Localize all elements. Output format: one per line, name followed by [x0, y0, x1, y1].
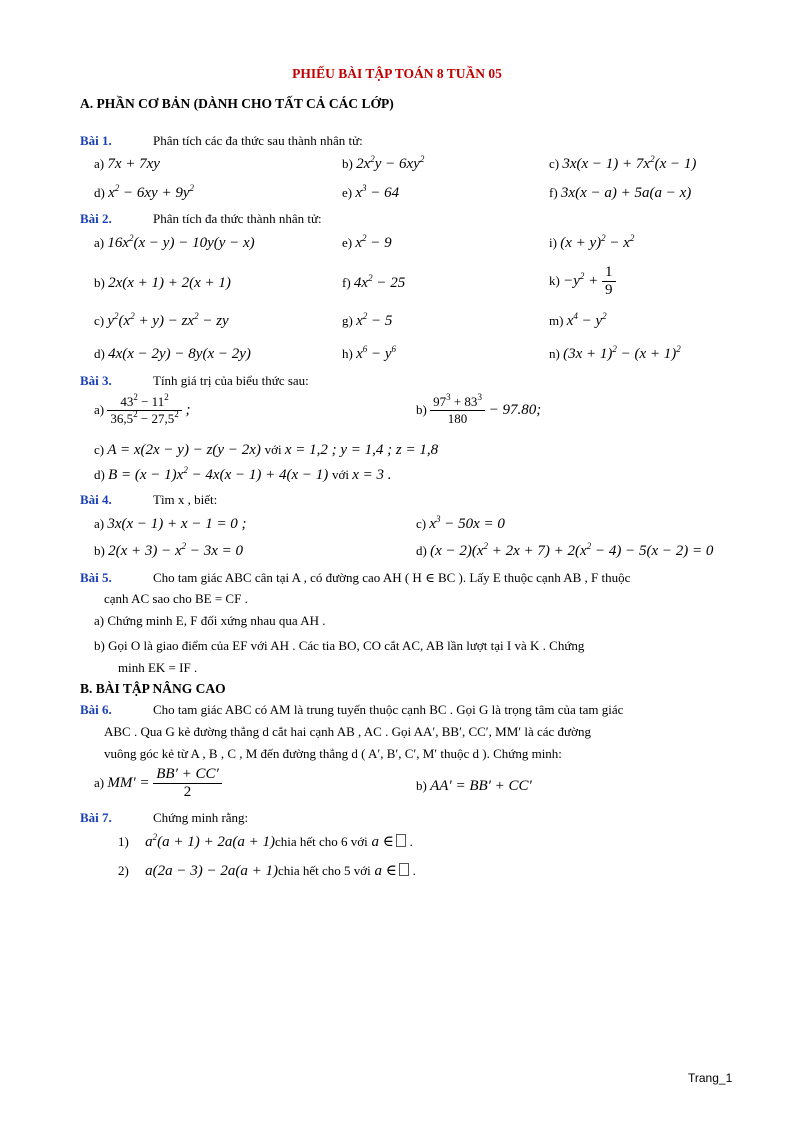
exercise-6-line-1: Cho tam giác ABC có AM là trung tuyến thuộc cạnh BC . Gọi G là trọng tâm của tam giác [153, 702, 624, 717]
ex7-item-1-text: chia hết cho 6 với [274, 834, 368, 849]
exercise-6-line-2: ABC . Qua G kẻ đường thẳng d cắt hai cạnh AB , AC . Gọi AA′, BB′, CC′, MM′ là các đường [104, 724, 591, 739]
exercise-4-prompt: Tìm x , biết: [153, 492, 218, 507]
exercise-7-label: Bài 7. [80, 810, 112, 825]
ex3-item-a: a) $\frac{43^2 - 11^2}{36,5^2 - 27,5^2}$ ; [94, 392, 191, 426]
ex2-item-m: m) $x^4 - y^2$ [549, 311, 607, 329]
ex2-item-d: d) 4x(x − 2y) − 8y(x − 2y) [94, 346, 251, 362]
exercise-5-line-2: cạnh AC sao cho BE = CF . [104, 591, 248, 606]
ex2-item-f: f) $4x^2 - 25$ [342, 273, 406, 291]
ex4-item-b: b) $2(x + 3) - x^2 - 3x = 0$ [94, 541, 244, 559]
ex2-item-a: a) $16x^2(x - y) - 10y(y - x)$ [94, 233, 255, 251]
ex6-item-a: a) MM′ = $\frac{BB' + CC'}{2}$ [94, 766, 222, 801]
page-title: PHIẾU BÀI TẬP TOÁN 8 TUẦN 05 [292, 66, 502, 81]
exercise-2-prompt: Phân tích đa thức thành nhân tử: [153, 211, 322, 226]
ex1-item-f: f) 3x(x − a) + 5a(a − x) [549, 185, 692, 201]
ex2-item-h: h) $x^6 - y^6$ [342, 344, 397, 362]
ex1-item-b: b) $2x^2y - 6xy^2$ [342, 154, 425, 172]
ex2-item-g: g) $x^2 - 5$ [342, 311, 393, 329]
ex7-item-2-text: chia hết cho 5 với [277, 863, 371, 878]
exercise-1-label: Bài 1. [80, 133, 112, 148]
section-b-heading: B. BÀI TẬP NÂNG CAO [80, 681, 226, 696]
ex4-item-d: d) $(x - 2)(x^2 + 2x + 7) + 2(x^2 - 4) - 5(x - 2) = 0$ [416, 541, 714, 559]
exercise-7-prompt: Chứng minh rằng: [153, 810, 249, 825]
ex2-item-e: e) $x^2 - 9$ [342, 233, 392, 251]
ex7-item-1: 1) $a^2(a + 1) + 2a(a$ + 1)chia hết cho 6 với a ∈ . [118, 832, 413, 850]
ex4-item-a: a) 3x(x − 1) + x − 1 = 0 ; [94, 516, 247, 532]
exercise-5-part-b-line-2: minh EK = IF . [118, 660, 198, 675]
exercise-3-label: Bài 3. [80, 373, 112, 388]
exercise-6-label: Bài 6. [80, 702, 112, 717]
ex4-item-c: c) $x^3 - 50x = 0$ [416, 514, 505, 532]
exercise-5-label: Bài 5. [80, 570, 112, 585]
section-a-heading: A. PHẦN CƠ BẢN (DÀNH CHO TẤT CẢ CÁC LỚP) [80, 96, 394, 111]
ex2-item-n: n) $(3x + 1)^2 - (x + 1)^2$ [549, 344, 681, 362]
ex3-item-c: c) A = x(2x − y) − z(y − 2x) với x = 1,2 ; y = 1,4 ; z = 1,8 [94, 442, 439, 458]
ex1-item-d: d) $x^2 - 6xy + 9y^2$ [94, 183, 194, 201]
ex3-item-d: d) $B = (x - 1)x^2 - 4x(x - 1) + 4(x - 1)$ với x = 3 . [94, 465, 392, 483]
exercise-2-label: Bài 2. [80, 211, 112, 226]
exercise-1-prompt: Phân tích các đa thức sau thành nhân tử: [153, 133, 363, 148]
ex1-item-a: a) 7x + 7xy [94, 156, 160, 172]
exercise-5-line-1: Cho tam giác ABC cân tại A , có đường cao AH ( H ∈ BC ). Lấy E thuộc cạnh AB , F thuộc [153, 570, 631, 585]
exercise-4-label: Bài 4. [80, 492, 112, 507]
ex2-item-b: b) 2x(x + 1) + 2(x + 1) [94, 275, 231, 291]
ex1-item-c: c) $3x(x - 1) + 7x^2(x - 1)$ [549, 154, 697, 172]
ex1-item-e: e) $x^3 - 64$ [342, 183, 400, 201]
ex2-item-k: $k) -y^2$ + $\frac{1}{9}$ [549, 264, 616, 299]
ex6-item-b: b) AA′ = BB′ + CC′ [416, 778, 532, 794]
ex2-item-c: c) $y^2(x^2 + y) - zx^2$ − zy [94, 311, 229, 329]
exercise-5-part-b-line-1: b) Gọi O là giao điểm của EF với AH . Các tia BO, CO cắt AC, AB lần lượt tại I và K . Chứng [94, 638, 585, 653]
page-number: Trang_1 [688, 1071, 733, 1085]
exercise-3-prompt: Tính giá trị của biểu thức sau: [153, 373, 309, 388]
ex3-item-b: b) $\frac{97^3 + 83^3}{180}$ − 97.80; [416, 392, 542, 426]
exercise-5-part-a: a) Chứng minh E, F đối xứng nhau qua AH . [94, 613, 326, 628]
exercise-6-line-3: vuông góc kẻ từ A , B , C , M đến đường thẳng d ( A′, B′, C′, M′ thuộc d ). Chứng minh: [104, 746, 562, 761]
ex7-item-2: 2) a(2a − 3) − 2a(a + 1)chia hết cho 5 với a ∈ . [118, 863, 416, 879]
integer-set-symbol [396, 834, 406, 847]
integer-set-symbol [399, 863, 409, 876]
ex2-item-i: i) $(x + y)^2 - x^2$ [549, 233, 635, 251]
